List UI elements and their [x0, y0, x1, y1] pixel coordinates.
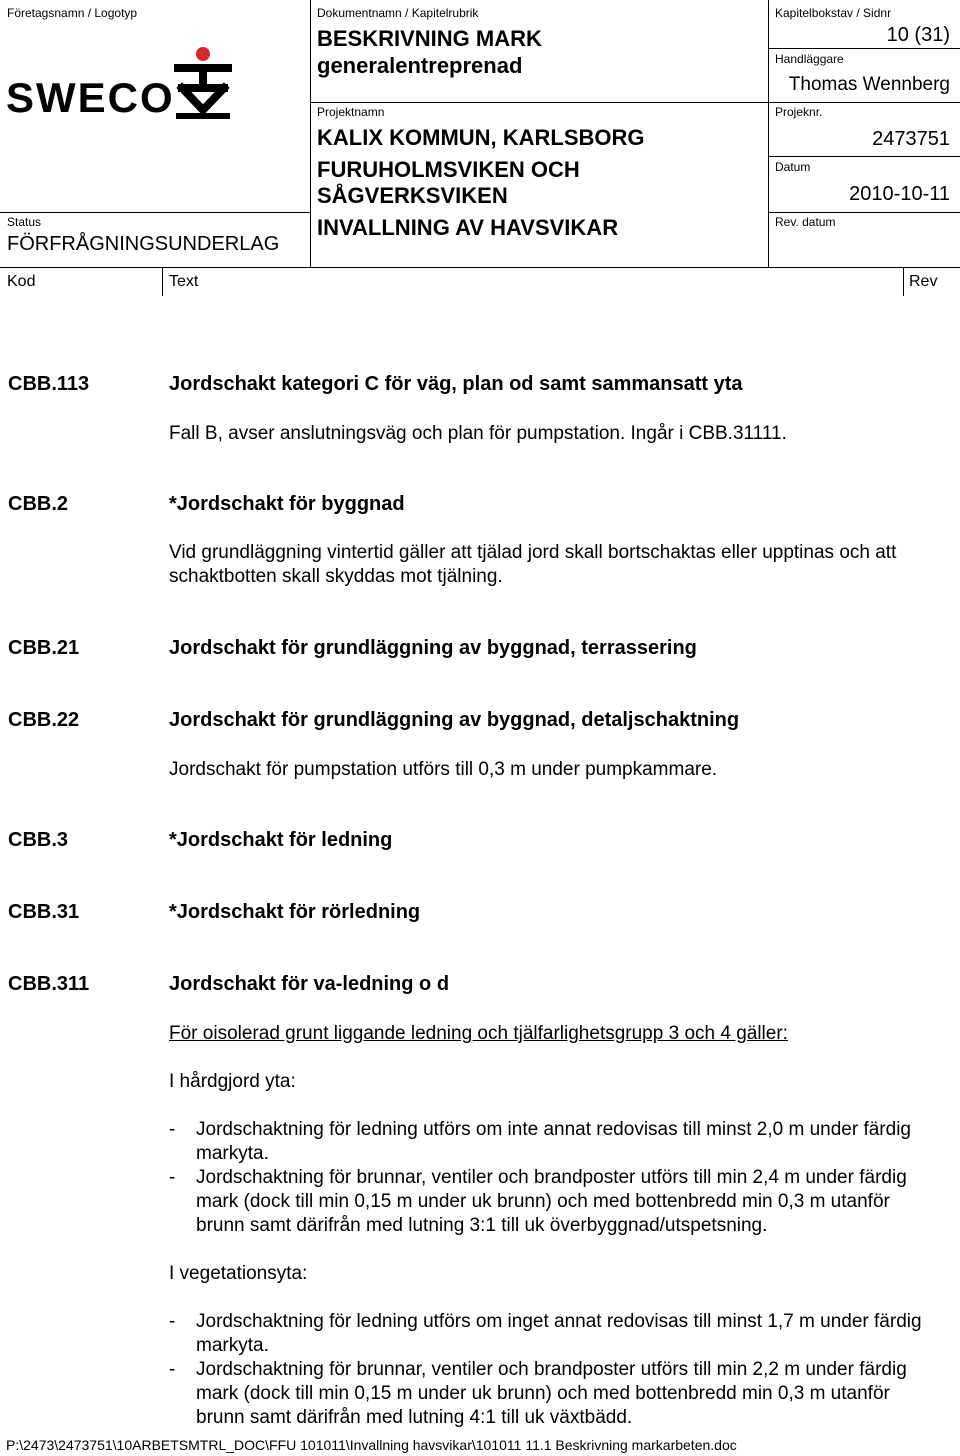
chapter-label: Kapitelbokstav / Sidnr	[775, 6, 892, 20]
logo-wordmark: SWECO	[6, 74, 175, 121]
project-line2: FURUHOLMSVIKEN OCH	[317, 157, 580, 182]
docname-line2: generalentreprenad	[317, 53, 523, 78]
project-line1: KALIX KOMMUN, KARLSBORG	[317, 125, 645, 150]
header-divider	[768, 156, 960, 157]
list-item-text: Jordschaktning för brunnar, ventiler och brandposter utförs till min 2,2 m under färdig mark (dock till min 0,15 m under uk brunn) och med bottenbredd min 0,3 m utanför brunn samt därifrån med lutning 4:1 till uk växtbädd.	[196, 1359, 907, 1428]
section-code: CBB.31	[8, 901, 80, 923]
section-title: Jordschakt för grundläggning av byggnad, detaljschaktning	[169, 709, 740, 731]
header-divider	[768, 212, 960, 213]
document-header	[0, 0, 960, 296]
bullet-dash: -	[169, 1119, 176, 1140]
header-divider	[310, 102, 960, 103]
section-title: *Jordschakt för byggnad	[169, 493, 405, 515]
handler-label: Handläggare	[775, 52, 844, 66]
date-value: 2010-10-11	[849, 183, 950, 205]
section-code: CBB.21	[8, 637, 80, 659]
docname-label: Dokumentnamn / Kapitelrubrik	[317, 6, 479, 20]
list-item-text: Jordschaktning för ledning utförs om inte annat redovisas till minst 2,0 m under färdig markyta.	[196, 1119, 911, 1164]
section-code: CBB.311	[8, 973, 90, 995]
subsection-label: I vegetationsyta:	[169, 1263, 308, 1284]
section-intro: För oisolerad grunt liggande ledning och tjälfarlighetsgrupp 3 och 4 gäller:	[169, 1023, 788, 1044]
list-item-text: Jordschaktning för brunnar, ventiler och brandposter utförs till min 2,4 m under färdig mark (dock till min 0,15 m under uk brunn) och med bottenbredd min 0,3 m utanför brunn samt därifrån med lutning 3:1 till uk överbyggnad/utspetsning.	[196, 1167, 907, 1236]
header-divider	[768, 0, 769, 268]
list-item-text: Jordschaktning för ledning utförs om inget annat redovisas till minst 1,7 m under färdig markyta.	[196, 1311, 922, 1356]
project-label: Projektnamn	[317, 105, 385, 119]
docname-line1: BESKRIVNING MARK	[317, 26, 542, 51]
header-divider	[162, 268, 163, 296]
header-divider	[310, 0, 311, 268]
date-label: Datum	[775, 160, 811, 174]
bullet-dash: -	[169, 1311, 176, 1332]
header-divider	[903, 268, 904, 296]
section-title: Jordschakt för va-ledning o d	[169, 973, 450, 995]
header-divider	[0, 212, 310, 213]
projnr-value: 2473751	[872, 128, 950, 150]
section-body: Vid grundläggning vintertid gäller att tjälad jord skall bortschaktas eller upptinas och att schaktbotten skall skyddas mot tjälning.	[169, 542, 897, 587]
col-text: Text	[169, 273, 199, 290]
col-rev: Rev	[909, 273, 938, 290]
section-title: Jordschakt kategori C för väg, plan od samt sammansatt yta	[169, 373, 743, 395]
sweco-logo	[6, 44, 238, 120]
section-title: *Jordschakt för ledning	[169, 829, 393, 851]
bullet-dash: -	[169, 1359, 176, 1380]
section-title: Jordschakt för grundläggning av byggnad, terrassering	[169, 637, 697, 659]
section-code: CBB.22	[8, 709, 80, 731]
subsection-label: I hårdgjord yta:	[169, 1071, 296, 1092]
section-code: CBB.113	[8, 373, 90, 395]
header-divider	[768, 48, 960, 49]
section-body: Jordschakt för pumpstation utförs till 0,3 m under pumpkammare.	[169, 759, 718, 780]
section-body: Fall B, avser anslutningsväg och plan för pumpstation. Ingår i CBB.31111.	[169, 423, 787, 444]
section-code: CBB.3	[8, 829, 69, 851]
col-kod: Kod	[7, 273, 36, 290]
company-label: Företagsnamn / Logotyp	[7, 6, 138, 20]
file-path-footer: P:\2473\2473751\10ARBETSMTRL_DOC\FFU 101011\Invallning havsvikar\101011 11.1 Beskrivning markarbeten.doc	[6, 1437, 737, 1453]
status-value: FÖRFRÅGNINGSUNDERLAG	[7, 233, 280, 255]
handler-value: Thomas Wennberg	[788, 74, 950, 95]
revdate-label: Rev. datum	[775, 215, 836, 229]
section-title: *Jordschakt för rörledning	[169, 901, 421, 923]
page-number: 10 (31)	[886, 24, 950, 46]
sweco-symbol-icon	[168, 44, 238, 120]
header-divider	[0, 267, 960, 268]
bullet-dash: -	[169, 1167, 176, 1188]
project-line4: INVALLNING AV HAVSVIKAR	[317, 215, 619, 240]
status-label: Status	[7, 215, 42, 229]
project-line3: SÅGVERKSVIKEN	[317, 183, 508, 208]
section-code: CBB.2	[8, 493, 69, 515]
projnr-label: Projeknr.	[775, 105, 823, 119]
